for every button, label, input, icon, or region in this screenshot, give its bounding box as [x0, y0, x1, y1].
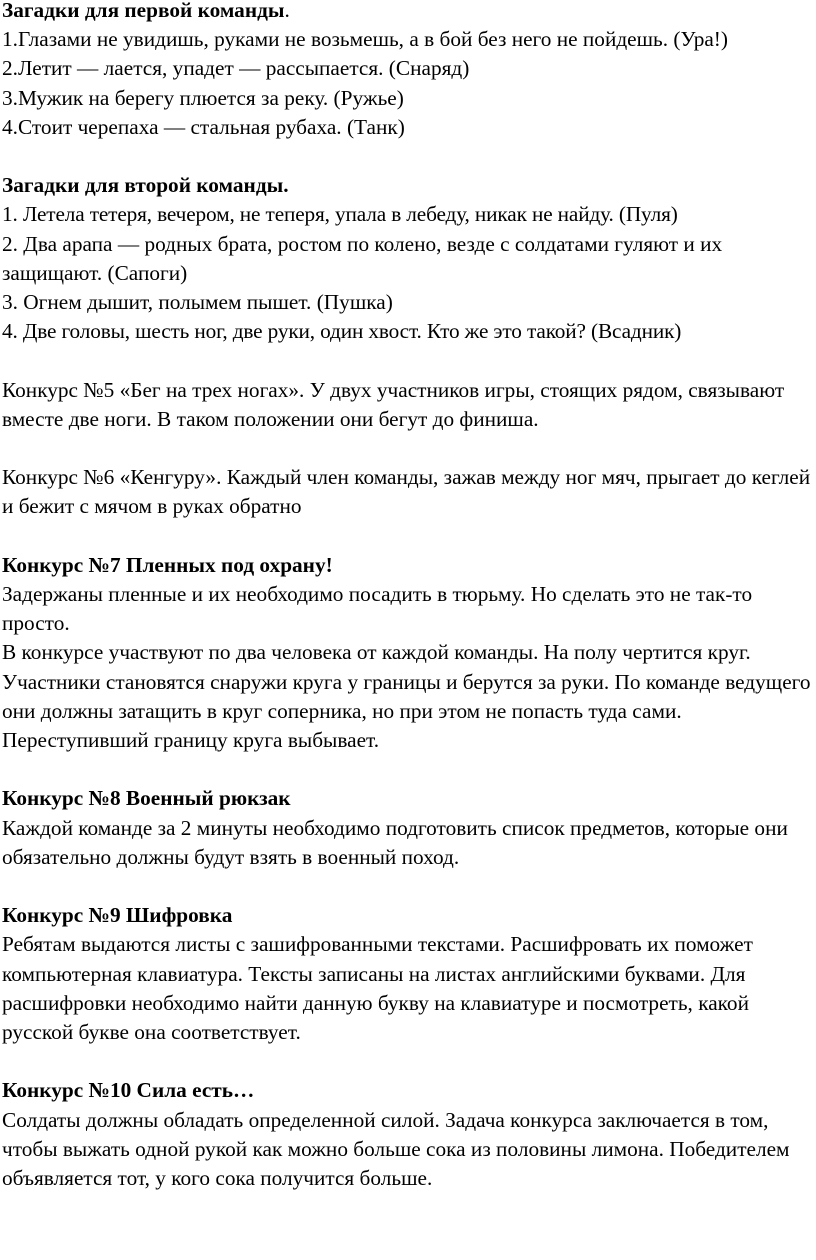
- contest8-heading-line: [2, 784, 814, 813]
- team1-riddle-4: 4.Стоит черепаха — стальная рубаха. (Танк): [2, 114, 405, 139]
- contest10-text: Солдаты должны обладать определенной силой. Задача конкурса заключается в том, чтобы выжать одной рукой как можно больше сока из половины лимона. Победителем объявляется тот, у кого сока получится больше.: [2, 1107, 790, 1191]
- spacer: [2, 872, 814, 901]
- contest9-text: Ребятам выдаются листы с зашифрованными текстами. Расшифровать их поможет компьютерная клавиатура. Тексты записаны на листах английскими буквами. Для расшифровки необходимо найти данную букву на клавиатуре и посмотреть, какой русской букве она соответствует.: [2, 932, 753, 1045]
- spacer: [2, 522, 814, 551]
- team1-heading: Загадки для первой команды: [2, 0, 285, 22]
- team1-riddle-2: 2.Летит — лается, упадет — рассыпается. (Снаряд): [2, 56, 470, 81]
- contest7-heading-line: [2, 551, 814, 580]
- contest9-heading-line: [2, 901, 814, 930]
- team1-riddle-1: 1.Глазами не увидишь, руками не возьмешь, а в бой без него не пойдешь. (Ура!): [2, 27, 728, 52]
- contest9-heading: Конкурс №9 Шифровка: [2, 903, 233, 928]
- contest8-heading: Конкурс №8 Военный рюкзак: [2, 786, 291, 811]
- team1-riddle-3: 3.Мужик на берегу плюется за реку. (Ружье): [2, 85, 404, 110]
- team2-riddle-1: 1. Летела тетеря, вечером, не теперя, упала в лебеду, никак не найду. (Пуля): [2, 202, 678, 227]
- team2-heading-line: [2, 171, 814, 200]
- contest8-text: Каждой команде за 2 минуты необходимо подготовить список предметов, которые они обязательно должны будут взять в военный поход.: [2, 815, 788, 869]
- contest10-heading: Конкурс №10 Сила есть…: [2, 1078, 255, 1103]
- team1-heading-tail: .: [284, 0, 290, 22]
- team2-heading: Загадки для второй команды.: [2, 173, 289, 198]
- contest7-paragraph-2: В конкурсе участвуют по два человека от каждой команды. На полу чертится круг. Участники становятся снаружи круга у границы и берутся за руки. По команде ведущего они должны затащить в круг соперника, но при этом не попасть туда сами. Переступивший границу круга выбывает.: [2, 640, 811, 753]
- spacer: [2, 142, 814, 171]
- contest7-heading: Конкурс №7 Пленных под охрану!: [2, 552, 333, 577]
- team2-riddle-4: 4. Две головы, шесть ног, две руки, один хвост. Кто же это такой? (Всадник): [2, 319, 682, 344]
- document-page: [2, 0, 814, 1193]
- team2-riddle-3: 3. Огнем дышит, полымем пышет. (Пушка): [2, 290, 393, 315]
- contest7-paragraph-1: Задержаны пленные и их необходимо посадить в тюрьму. Но сделать это не так-то просто.: [2, 582, 753, 636]
- spacer: [2, 755, 814, 784]
- spacer: [2, 434, 814, 463]
- spacer: [2, 1047, 814, 1076]
- contest6-text: Конкурс №6 «Кенгуру». Каждый член команды, зажав между ног мяч, прыгает до кеглей и бежит с мячом в руках обратно: [2, 465, 811, 519]
- team1-heading-line: [2, 0, 814, 25]
- spacer: [2, 346, 814, 375]
- team2-riddle-2: 2. Два арапа — родных брата, ростом по колено, везде с солдатами гуляют и их защищают. (Сапоги): [2, 231, 723, 285]
- contest10-heading-line: [2, 1076, 814, 1105]
- contest5-text: Конкурс №5 «Бег на трех ногах». У двух участников игры, стоящих рядом, связывают вместе две ноги. В таком положении они бегут до финиша.: [2, 377, 785, 431]
